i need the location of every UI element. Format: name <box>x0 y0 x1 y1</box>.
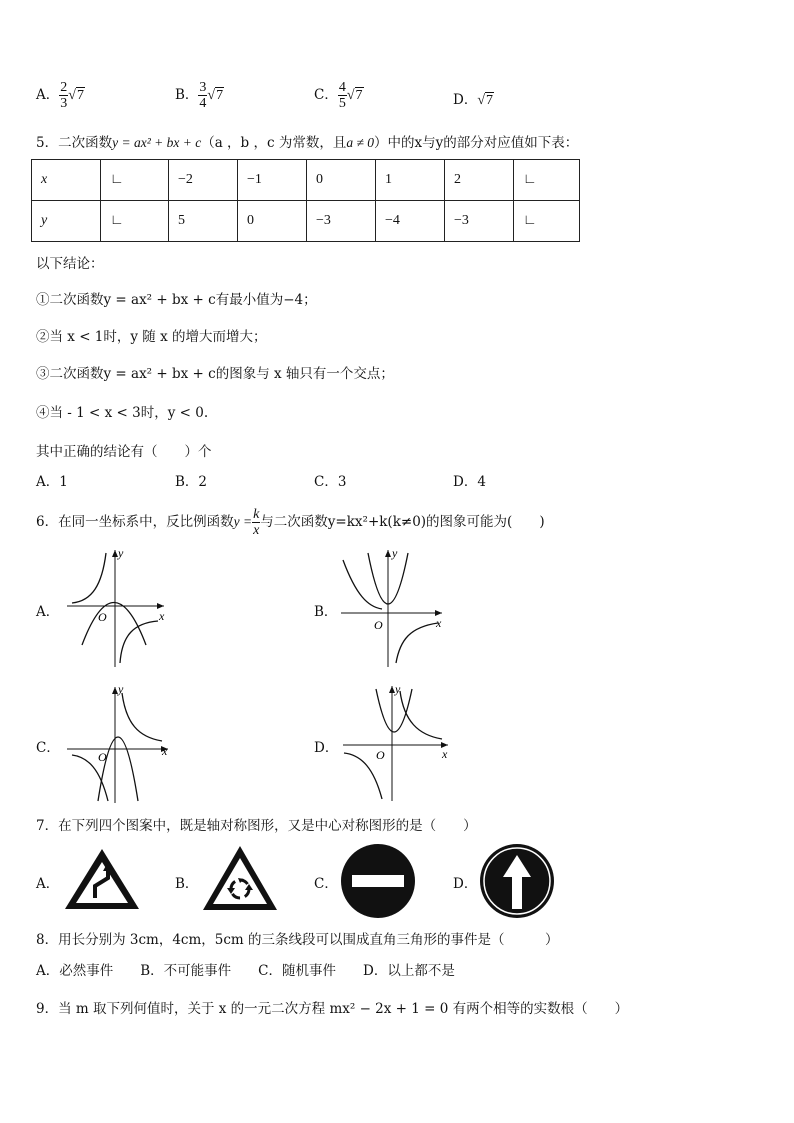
q7-label-c[interactable]: C． <box>314 876 338 892</box>
svg-text:y: y <box>118 546 124 560</box>
svg-text:O: O <box>98 610 107 624</box>
q6-label-c[interactable]: C． <box>36 740 60 756</box>
graph-c <box>62 683 182 805</box>
q5-conclusion-4: ④当 - 1 < x < 3时，y < 0. <box>36 405 209 421</box>
svg-text:x: x <box>162 744 168 758</box>
q5-stem: 5．二次函数y = ax² + bx + c（a ，b ，c 为常数，且a ≠ 0）中的x与y的部分对应值如下表： <box>36 135 579 151</box>
q9-stem: 9．当 m 取下列何值时，关于 x 的一元二次方程 mx² − 2x + 1 = 0 有两个相等的实数根（ ） <box>36 1001 629 1017</box>
warning-curve-sign-icon <box>62 846 142 912</box>
q5-conclusions-title: 以下结论： <box>36 256 104 272</box>
svg-text:y: y <box>395 683 401 696</box>
sqrt: √7 <box>346 88 363 103</box>
svg-text:x: x <box>436 616 442 630</box>
svg-text:O: O <box>374 618 383 632</box>
no-entry-sign-icon <box>340 843 416 919</box>
value-table <box>31 159 580 242</box>
fraction: $\frac{2}{3}$ <box>60 80 68 111</box>
q5-conclusion-3: ③二次函数y = ax² + bx + c的图象与 x 轴只有一个交点； <box>36 366 394 382</box>
q4-option-b[interactable]: B． $\frac{3}{4}$ √7 <box>175 80 224 111</box>
q5-option-d[interactable]: D．4 <box>453 474 486 490</box>
q6-label-b[interactable]: B． <box>314 604 338 620</box>
table-row: x ∟ −2 −1 0 1 2 ∟ <box>32 160 580 201</box>
q5-option-b[interactable]: B．2 <box>175 474 208 490</box>
q7-label-d[interactable]: D． <box>453 876 478 892</box>
sqrt: √7 <box>68 88 84 103</box>
up-arrow-sign-icon <box>479 843 555 919</box>
sqrt: √7 <box>477 93 494 108</box>
graph-b <box>338 545 453 670</box>
q6-stem: 6．在同一坐标系中，反比例函数y = $\frac{k}{x}$ 与二次函数y=kx²+k(k≠0)的图象可能为( ) <box>36 507 545 538</box>
q5-question: 其中正确的结论有（ ）个 <box>36 444 212 460</box>
fraction: $\frac{k}{x}$ <box>253 507 260 538</box>
graph-a <box>62 545 177 670</box>
svg-text:x: x <box>159 609 165 623</box>
sqrt: √7 <box>207 88 224 103</box>
q6-label-a[interactable]: A． <box>36 604 60 620</box>
q7-label-a[interactable]: A． <box>36 876 60 892</box>
q7-stem: 7．在下列四个图案中，既是轴对称图形，又是中心对称图形的是（ ） <box>36 818 477 834</box>
q4-option-c[interactable]: C． $\frac{4}{5}$ √7 <box>314 80 363 111</box>
q4-option-d[interactable]: D．√7 <box>453 92 494 108</box>
roundabout-sign-icon <box>200 843 280 913</box>
svg-text:y: y <box>392 546 398 560</box>
svg-text:O: O <box>376 748 385 762</box>
table-row: y ∟ 5 0 −3 −4 −3 ∟ <box>32 201 580 242</box>
fraction: $\frac{3}{4}$ <box>199 80 207 111</box>
svg-text:y: y <box>118 683 124 696</box>
q8-stem: 8．用长分别为 3cm，4cm，5cm 的三条线段可以围成直角三角形的事件是（ ） <box>36 932 559 948</box>
q5-option-a[interactable]: A．1 <box>36 474 68 490</box>
q4-option-a[interactable]: A． $\frac{2}{3}$ √7 <box>36 80 84 111</box>
q5-conclusion-2: ②当 x < 1时，y 随 x 的增大而增大； <box>36 329 267 345</box>
svg-text:O: O <box>98 750 107 764</box>
q7-label-b[interactable]: B． <box>175 876 199 892</box>
graph-d <box>338 683 458 805</box>
q6-label-d[interactable]: D． <box>314 740 339 756</box>
q8-options[interactable]: A．必然事件 B．不可能事件 C．随机事件 D．以上都不是 <box>36 963 455 979</box>
svg-text:x: x <box>442 747 448 761</box>
q5-conclusion-1: ①二次函数y = ax² + bx + c有最小值为−4； <box>36 292 317 308</box>
fraction: $\frac{4}{5}$ <box>338 80 346 111</box>
q5-option-c[interactable]: C．3 <box>314 474 347 490</box>
